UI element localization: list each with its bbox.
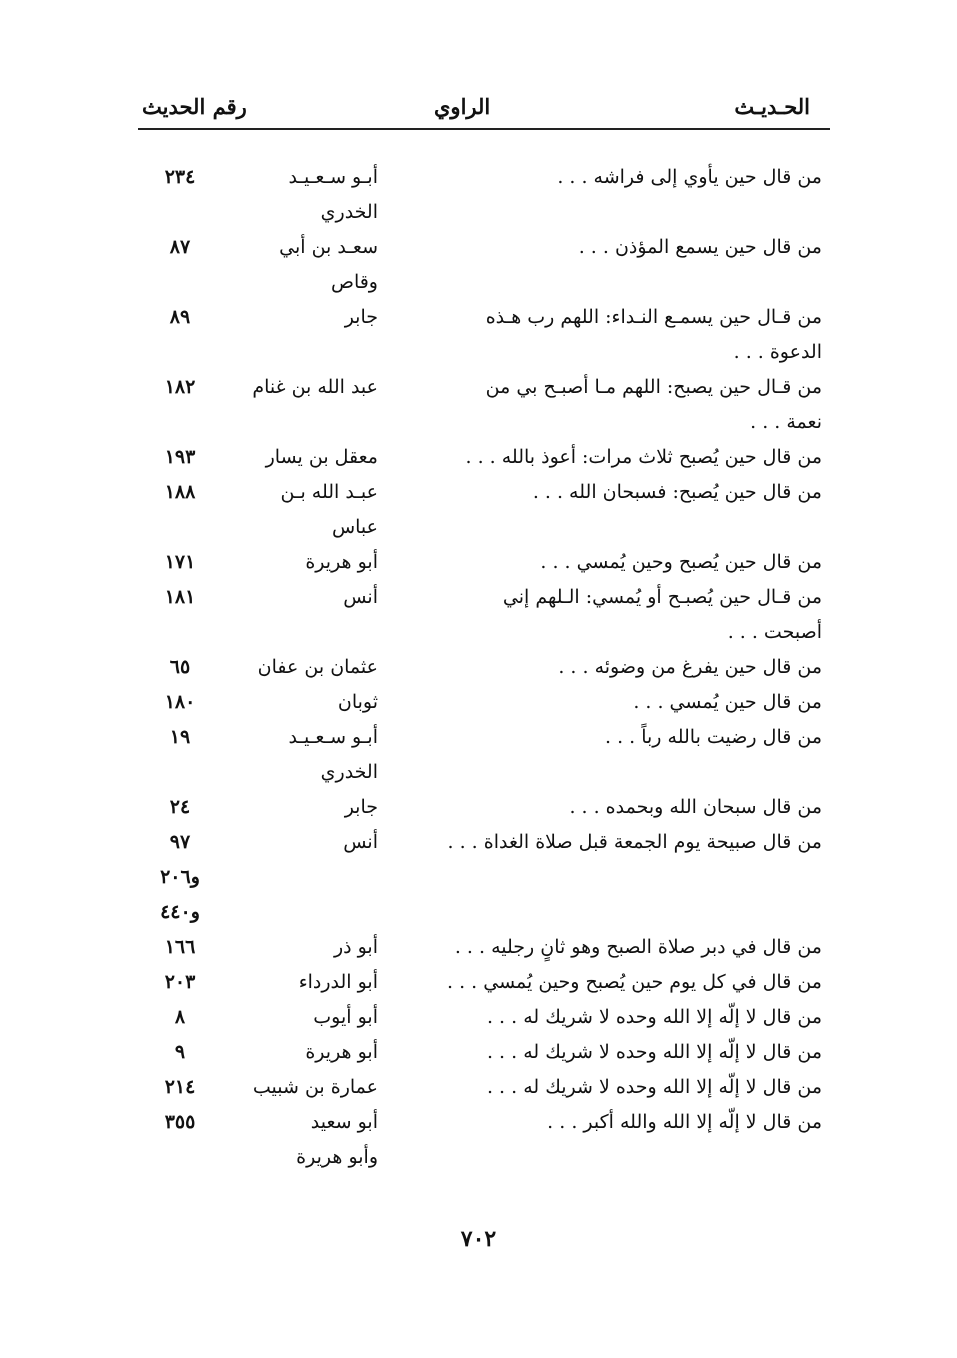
row-line: [0, 195, 957, 230]
row-line: [0, 790, 957, 825]
narrator-name: أبو هريرة: [305, 1041, 378, 1063]
hadith-text: من قال حين يُصبح وحين يُمسي . . .: [540, 551, 822, 573]
header-hadith-number: رقم الحديث: [142, 94, 247, 119]
table-header: [138, 88, 830, 130]
narrator-name: أبو هريرة: [305, 551, 378, 573]
row-line: [0, 650, 957, 685]
narrator-name: سعـد بن أبي: [279, 236, 378, 258]
hadith-number: ١٧١: [164, 551, 196, 573]
hadith-text: من قال لا إلّه إلا الله وحده لا شريك له . . .: [486, 1006, 822, 1028]
hadith-number: ٢٤: [169, 796, 191, 818]
row-line: [0, 230, 957, 265]
header-hadith: الحـديـث: [734, 94, 810, 119]
row-line: [0, 1140, 957, 1175]
narrator-name: عبـد الله بـن: [280, 481, 378, 503]
narrator-name: أبو أيوب: [313, 1006, 378, 1028]
hadith-text: من قال حين يفرغ من وضوئه . . .: [558, 656, 822, 678]
hadith-number: ٩٧: [169, 831, 191, 853]
hadith-text: من قال سبحان الله وبحمده . . .: [569, 796, 822, 818]
hadith-text: من قال لا إلّه إلا الله وحده لا شريك له . . .: [486, 1041, 822, 1063]
row-line: [0, 370, 957, 405]
table-row: [0, 720, 957, 790]
hadith-number: ٩: [174, 1041, 186, 1063]
row-line: [0, 510, 957, 545]
hadith-text: من قال في كل يوم حين يُصبح وحين يُمسي . . .: [447, 971, 822, 993]
narrator-name: عثمان بن عفان: [257, 656, 378, 678]
table-row: [0, 440, 957, 475]
hadith-text: من قال حين يُمسي . . .: [633, 691, 822, 713]
table-row: [0, 230, 957, 300]
table-row: [0, 965, 957, 1000]
row-line: [0, 755, 957, 790]
hadith-text: نعمة . . .: [750, 411, 822, 433]
hadith-number: ١٨١: [164, 586, 196, 608]
table-row: [0, 650, 957, 685]
row-line: [0, 265, 957, 300]
hadith-number: ٢٣٤: [164, 166, 196, 188]
narrator-name: جابر: [344, 796, 378, 818]
table-row: [0, 545, 957, 580]
hadith-number: ١٨٨: [164, 481, 196, 503]
narrator-name: أبو سعيد: [310, 1111, 378, 1133]
narrator-name: الخدري: [320, 201, 378, 223]
narrator-name: عبد الله بن غنام: [252, 376, 378, 398]
narrator-name: ثوبان: [337, 691, 378, 713]
header-narrator: الراوي: [434, 94, 491, 119]
narrator-name: معقل بن يسار: [265, 446, 378, 468]
hadith-text: من قـال حين يصبح: اللهم مـا أصبـح بي من: [485, 376, 822, 398]
table-row: [0, 370, 957, 440]
narrator-name: الخدري: [320, 761, 378, 783]
row-line: [0, 335, 957, 370]
hadith-number: ١٦٦: [164, 936, 196, 958]
hadith-text: الدعوة . . .: [733, 341, 822, 363]
table-row: [0, 300, 957, 370]
table-row: [0, 475, 957, 545]
index-table-body: [0, 160, 957, 1175]
hadith-text: من قال حين يأوي إلى فراشه . . .: [557, 166, 822, 188]
hadith-number: ٨: [174, 1006, 186, 1028]
narrator-name: أنس: [343, 586, 378, 608]
row-line: [0, 930, 957, 965]
narrator-name: عمارة بن شبيب: [252, 1076, 378, 1098]
table-row: [0, 790, 957, 825]
hadith-number: ١٨٠: [164, 691, 196, 713]
hadith-text: من قال لا إلّه إلا الله وحده لا شريك له . . .: [486, 1076, 822, 1098]
row-line: [0, 965, 957, 1000]
hadith-number: ٣٥٥: [164, 1111, 196, 1133]
table-row: [0, 825, 957, 930]
hadith-number: ١٨٢: [164, 376, 196, 398]
hadith-text: من قال حين يُصبح ثلاث مرات: أعوذ بالله . . .: [465, 446, 822, 468]
row-line: [0, 685, 957, 720]
row-line: [0, 160, 957, 195]
hadith-text: من قال لا إلّه إلا الله والله أكبر . . .: [547, 1111, 822, 1133]
hadith-text: أصبحت . . .: [727, 621, 822, 643]
row-line: [0, 440, 957, 475]
hadith-text: من قال حين يُصبح: فسبحان الله . . .: [532, 481, 822, 503]
row-line: [0, 580, 957, 615]
hadith-number: و٤٤٠: [160, 901, 200, 923]
page-number: ٧٠٢: [460, 1226, 497, 1252]
hadith-number: ٦٥: [169, 656, 191, 678]
narrator-name: عباس: [331, 516, 378, 538]
narrator-name: أنس: [343, 831, 378, 853]
narrator-name: وأبو هريرة: [296, 1146, 378, 1168]
row-line: [0, 615, 957, 650]
hadith-text: من قال في دبر صلاة الصبح وهو ثانٍ رجليه . . .: [454, 936, 822, 958]
hadith-number: ٢٠٣: [164, 971, 196, 993]
row-line: [0, 1105, 957, 1140]
row-line: [0, 405, 957, 440]
row-line: [0, 825, 957, 860]
table-row: [0, 1105, 957, 1175]
hadith-number: ١٩٣: [164, 446, 196, 468]
table-row: [0, 1035, 957, 1070]
hadith-text: من قـال حين يُصبـح أو يُمسي: الـلهم إني: [502, 586, 822, 608]
row-line: [0, 860, 957, 895]
narrator-name: أبـو سـعـيـد: [288, 726, 378, 748]
hadith-number: ١٩: [169, 726, 191, 748]
row-line: [0, 545, 957, 580]
narrator-name: أبـو سـعـيـد: [288, 166, 378, 188]
table-row: [0, 160, 957, 230]
hadith-number: و٢٠٦: [160, 866, 200, 888]
table-row: [0, 930, 957, 965]
table-row: [0, 685, 957, 720]
hadith-number: ٢١٤: [164, 1076, 196, 1098]
row-line: [0, 1035, 957, 1070]
hadith-text: من قـال حين يسمـع النـداء: اللهم رب هـذه: [485, 306, 822, 328]
row-line: [0, 895, 957, 930]
hadith-text: من قال صبيحة يوم الجمعة قبل صلاة الغداة . . .: [447, 831, 822, 853]
narrator-name: أبو ذر: [333, 936, 378, 958]
hadith-text: من قال رضيت بالله رباً . . .: [604, 726, 822, 748]
hadith-number: ٨٩: [169, 306, 191, 328]
hadith-number: ٨٧: [169, 236, 191, 258]
row-line: [0, 300, 957, 335]
hadith-text: من قال حين يسمع المؤذن . . .: [578, 236, 822, 258]
table-row: [0, 1000, 957, 1035]
table-row: [0, 580, 957, 650]
narrator-name: وقاص: [330, 271, 378, 293]
row-line: [0, 1000, 957, 1035]
row-line: [0, 720, 957, 755]
narrator-name: جابر: [344, 306, 378, 328]
row-line: [0, 475, 957, 510]
narrator-name: أبو الدرداء: [298, 971, 378, 993]
table-row: [0, 1070, 957, 1105]
row-line: [0, 1070, 957, 1105]
